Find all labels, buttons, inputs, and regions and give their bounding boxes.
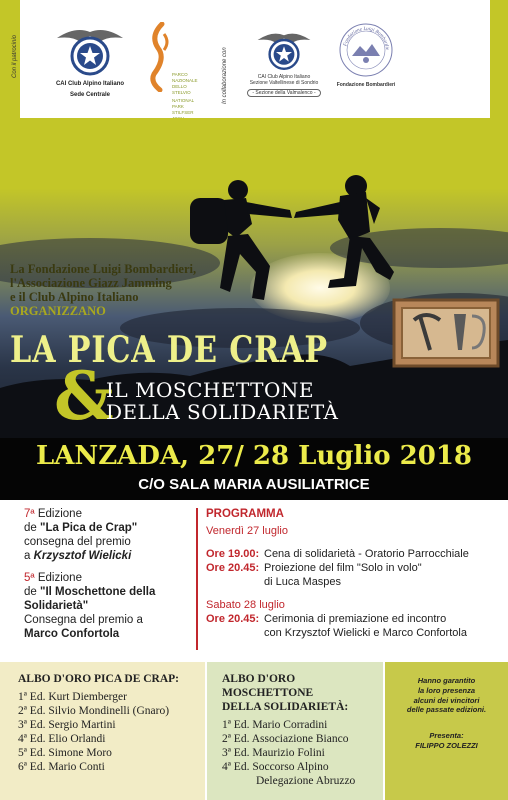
event-subtitle-1: IL MOSCHETTONE	[106, 378, 315, 402]
editions-section: 7ª Edizione de "La Pica de Crap" consegna del premio a Krzysztof Wielicki 5ª Edizione de "Il Moschettone della Solidarietà" Consegna del premio a Marco Confortola	[24, 508, 156, 641]
program-day-2: Sabato 28 luglio	[206, 599, 285, 612]
program-section: PROGRAMMA Venerdì 27 luglio Ore 19.00: Cena di solidarietà - Oratorio Parrocchiale Ore 20.45: Proiezione del film "Solo in volo" di Luca Maspes Sabato 28 luglio Ore 20.45: Cerimonia di premiazione ed incontro con Krzysztof Wielicki e Marco Confortola	[206, 507, 501, 641]
cai-emblem-icon	[55, 18, 125, 78]
fondazione-logo	[316, 22, 416, 88]
collaboration-label: In collaborazione con	[222, 47, 228, 104]
fondazione-name: Fondazione Bombardieri	[336, 82, 396, 88]
cai-sondrio-sub2: - Sezione della Valmalenco -	[247, 89, 320, 97]
organizer-line-1: La Fondazione Luigi Bombardieri,	[10, 262, 197, 276]
event-venue: C/O SALA MARIA AUSILIATRICE	[138, 476, 370, 493]
parco-stelvio-icon	[146, 22, 172, 92]
award-box	[392, 298, 500, 368]
program-title: PROGRAMMA	[206, 508, 284, 520]
cai-sondrio-emblem-icon	[255, 24, 313, 72]
cai-name: CAI Club Alpino Italiano	[55, 81, 125, 87]
organizer-line-2: l'Associazione Giazz Jamming	[10, 276, 172, 290]
fondazione-seal-icon	[338, 22, 394, 78]
event-title: LA PICA DE CRAP	[10, 329, 329, 371]
presenter-name: FILIPPO ZOLEZZI	[415, 740, 478, 750]
albo-pica	[0, 662, 205, 800]
list-item: 1ª Ed. Kurt Diemberger	[18, 691, 127, 704]
program-day-1: Venerdì 27 luglio	[206, 525, 288, 538]
list-item: 4ª Ed. Elio Orlandi	[18, 733, 106, 746]
parco-text: PARCO NAZIONALE DELLO STELVIO NATIONAL PARK STILFSER	[172, 72, 198, 116]
organizers-text	[10, 262, 196, 318]
presenter-box: Hanno garantito la loro presenza alcuni dei vincitori delle passate edizioni. Presenta: FILIPPO ZOLEZZI	[385, 662, 508, 800]
organizer-line-4: ORGANIZZANO	[10, 304, 106, 318]
patronage-label: Con il patrocinio	[12, 34, 18, 78]
cai-sub: Sede Centrale	[69, 91, 111, 98]
list-item: 4ª Ed. Soccorso Alpino	[222, 761, 329, 774]
cai-sondrio-name: CAI Club Alpino Italiano	[257, 74, 311, 80]
list-item: 2ª Ed. Silvio Mondinelli (Gnaro)	[18, 705, 170, 718]
cai-sondrio-sub: Sezione Valtellinese di Sondrio	[249, 80, 319, 86]
event-subtitle-2: DELLA SOLIDARIETÀ	[106, 400, 339, 424]
program-item: Ore 19.00: Cena di solidarietà - Oratorio Parrocchiale	[206, 548, 469, 561]
cai-logo	[44, 18, 136, 99]
climbers-silhouette	[180, 168, 420, 318]
program-item: Ore 20.45: Cerimonia di premiazione ed incontro	[206, 613, 447, 626]
list-item: 2ª Ed. Associazione Bianco	[222, 733, 349, 746]
list-item: 6ª Ed. Mario Conti	[18, 761, 105, 774]
list-item: 5ª Ed. Simone Moro	[18, 747, 112, 760]
albo-pica-title: ALBO D'ORO PICA DE CRAP:	[18, 673, 180, 685]
list-item: 3ª Ed. Maurizio Folini	[222, 747, 325, 760]
list-item: 1ª Ed. Mario Corradini	[222, 719, 328, 732]
albo-moschettone: ALBO D'ORO MOSCHETTONE DELLA SOLIDARIETÀ: 1ª Ed. Mario Corradini 2ª Ed. Associazione Bianco 3ª Ed. Maurizio Folini 4ª Ed. Soccorso Alpino Delegazione Abruzzo	[207, 662, 383, 800]
program-item: Ore 20.45: Proiezione del film "Solo in volo"	[206, 561, 422, 574]
section-divider	[196, 508, 198, 650]
organizer-line-3: e il Club Alpino Italiano	[10, 290, 139, 304]
list-item: 3ª Ed. Sergio Martini	[18, 719, 116, 732]
ampersand: &	[54, 357, 114, 435]
svg-text:Fondazione Luigi Bombardieri: Fondazione Luigi Bombardie	[343, 26, 390, 51]
event-date: LANZADA, 27/ 28 Luglio 2018	[35, 441, 473, 471]
